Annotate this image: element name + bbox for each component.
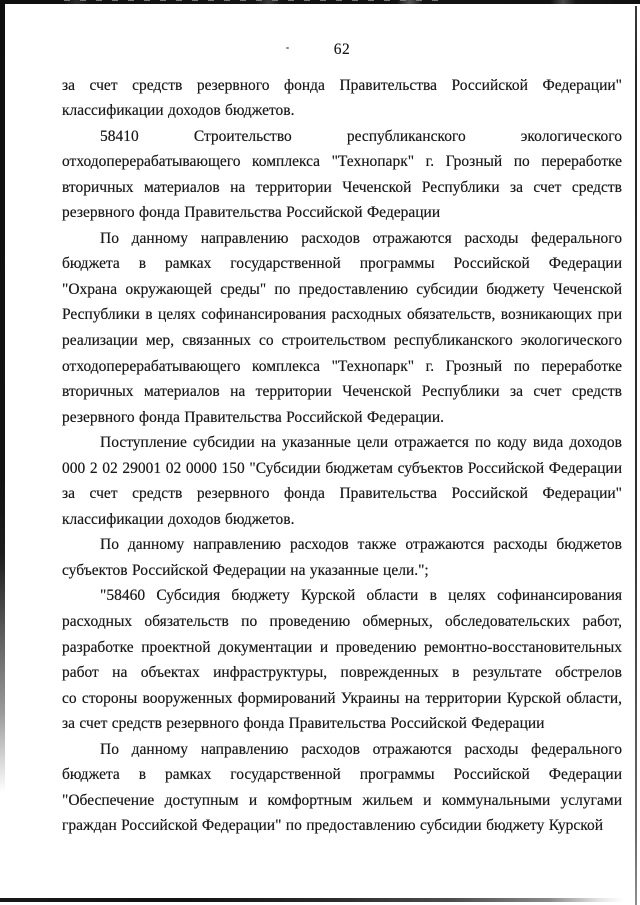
text-line: "58460 Субсидия бюджету Курской области в целях софинансирования bbox=[100, 587, 622, 605]
document-body bbox=[62, 73, 622, 839]
scan-edge-right bbox=[635, 6, 637, 905]
text-line: со стороны вооруженных формирований Украины на территории Курской области, bbox=[62, 689, 622, 707]
text-line: граждан Российской Федерации" по предоставлению субсидии бюджету Курской bbox=[62, 817, 604, 835]
text-line: По данному направлению расходов отражаются расходы федерального bbox=[100, 229, 622, 247]
text-line: "Охрана окружающей среды" по предоставлению субсидии бюджету Чеченской bbox=[62, 280, 622, 298]
text-line: субъектов Российской Федерации на указанные цели."; bbox=[62, 561, 429, 579]
text-line: Поступление субсидии на указанные цели отражается по коду вида доходов bbox=[100, 434, 622, 452]
paragraph bbox=[62, 532, 622, 583]
text-line: за счет средств резервного фонда Правительства Российской Федерации" bbox=[62, 76, 622, 94]
paragraph bbox=[62, 737, 622, 839]
text-line: классификации доходов бюджетов. bbox=[62, 102, 295, 120]
text-line: расходных обязательств по проведению обмерных, обследовательских работ, bbox=[62, 612, 622, 630]
scan-edge-left bbox=[0, 0, 5, 792]
scan-edge-bottom bbox=[0, 898, 624, 902]
text-line: отходоперерабатывающего комплекса "Технопарк" г. Грозный по переработке bbox=[62, 153, 622, 171]
text-line: вторичных материалов на территории Чеченской Республики за счет средств bbox=[62, 178, 622, 196]
text-line: разработке проектной документации и проведению ремонтно-восстановительных bbox=[62, 638, 622, 656]
paragraph bbox=[62, 124, 622, 226]
paragraph bbox=[62, 583, 622, 736]
paragraph bbox=[62, 430, 622, 532]
text-line: 58410 Строительство республиканского экологического bbox=[100, 127, 622, 145]
text-line: "Обеспечение доступным и комфортным жильем и коммунальными услугами bbox=[62, 791, 622, 809]
text-line: за счет средств резервного фонда Правительства Российской Федерации" bbox=[62, 485, 622, 503]
text-line: 000 2 02 29001 02 0000 150 "Субсидии бюджетам субъектов Российской Федерации bbox=[62, 459, 622, 477]
text-line: вторичных материалов на территории Чеченской Республики за счет средств bbox=[62, 383, 622, 401]
text-line: бюджета в рамках государственной программы Российской Федерации bbox=[62, 766, 622, 784]
text-line: резервного фонда Правительства Российской Федерации bbox=[62, 204, 441, 222]
text-line: отходоперерабатывающего комплекса "Технопарк" г. Грозный по переработке bbox=[62, 357, 622, 375]
page-number: 62 bbox=[333, 41, 351, 58]
scan-edge-top bbox=[0, 0, 640, 4]
text-line: Республики в целях софинансирования расходных обязательств, возникающих при bbox=[62, 306, 622, 324]
text-line: резервного фонда Правительства Российской Федерации. bbox=[62, 408, 445, 426]
text-line: работ на объектах инфраструктуры, поврежденных в результате обстрелов bbox=[62, 664, 622, 682]
paragraph bbox=[62, 73, 622, 124]
text-line: По данному направлению расходов отражаются расходы федерального bbox=[100, 740, 622, 758]
text-line: за счет средств резервного фонда Правительства Российской Федерации bbox=[62, 715, 545, 733]
text-line: бюджета в рамках государственной программы Российской Федерации bbox=[62, 255, 622, 273]
paragraph bbox=[62, 226, 622, 430]
text-line: По данному направлению расходов также отражаются расходы бюджетов bbox=[100, 536, 622, 554]
text-line: классификации доходов бюджетов. bbox=[62, 510, 295, 528]
text-line: реализации мер, связанных со строительством республиканского экологического bbox=[62, 331, 622, 349]
